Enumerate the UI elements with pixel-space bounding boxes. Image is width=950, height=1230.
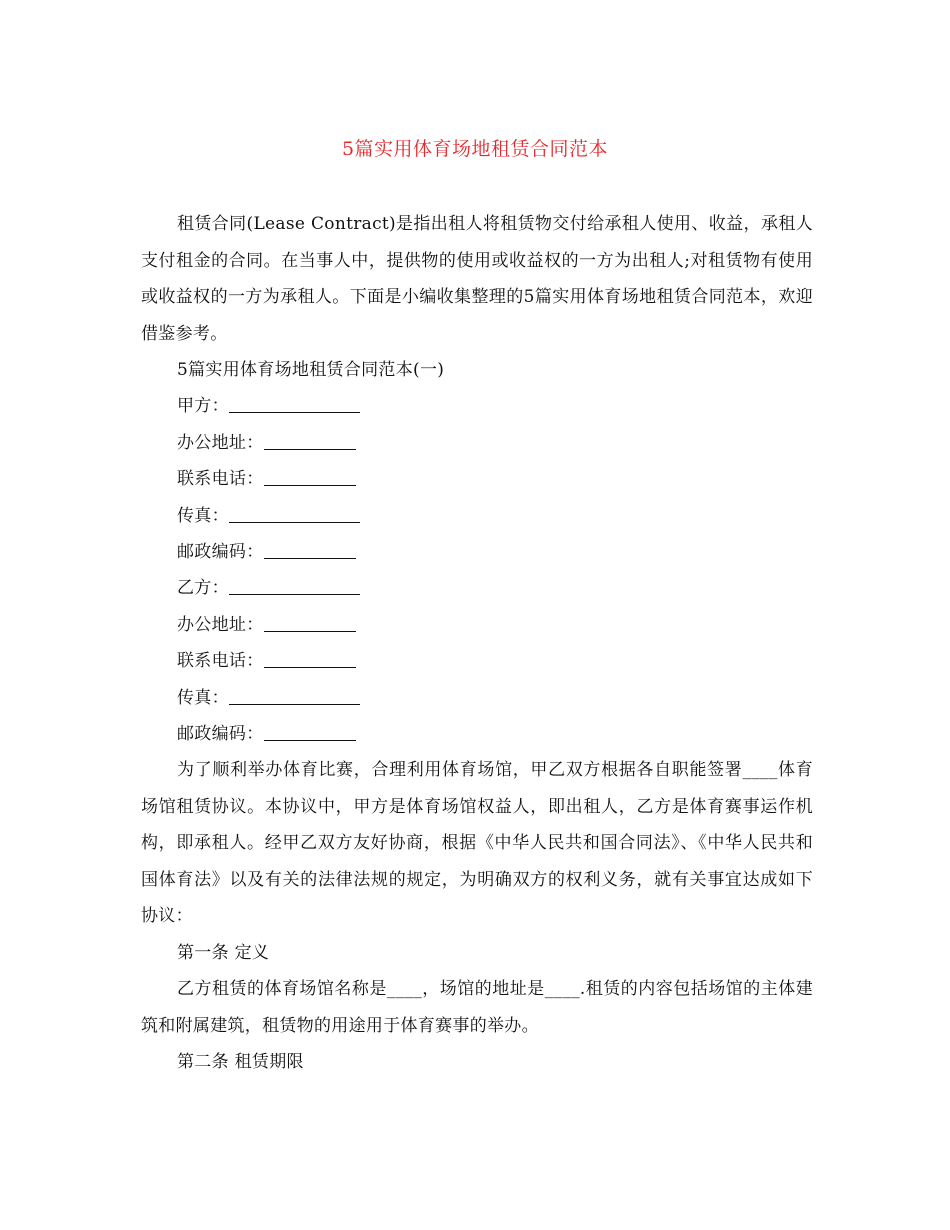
party-a-name-field (141, 388, 813, 424)
party-a-postcode-blank[interactable] (264, 540, 356, 559)
article-2-heading: 第二条 租赁期限 (177, 1052, 304, 1073)
party-b-address-label: 办公地址： (177, 614, 264, 635)
intro-paragraph: 租赁合同(Lease Contract)是指出租人将租赁物交付给承租人使用、收益，承租人支付租金的合同。在当事人中，提供物的使用或收益权的一方为出租人;对租赁物有使用或收益权的一方为承租人。下面是小编收集整理的5篇实用体育场地租赁合同范本，欢迎借鉴参考。 (141, 214, 813, 344)
party-b-name-field (141, 570, 813, 606)
party-b-postcode-label: 邮政编码： (177, 724, 264, 745)
party-b-phone-field (141, 643, 813, 679)
party-a-phone-blank[interactable] (264, 467, 356, 486)
party-a-fax-field (141, 498, 813, 534)
document-title: 5篇实用体育场地租赁合同范本 (341, 138, 609, 160)
party-b-phone-label: 联系电话： (177, 651, 264, 672)
party-b-name-label: 乙方： (177, 578, 229, 599)
party-b-postcode-field (141, 716, 813, 752)
party-b-address-field (141, 607, 813, 643)
party-b-block (141, 570, 813, 752)
party-a-fax-blank[interactable] (229, 504, 360, 523)
party-a-name-blank[interactable] (229, 394, 360, 413)
party-b-name-blank[interactable] (229, 576, 360, 595)
section-heading: 5篇实用体育场地租赁合同范本(一) (177, 360, 445, 380)
party-a-postcode-label: 邮政编码： (177, 542, 264, 563)
party-a-postcode-field (141, 534, 813, 570)
party-b-fax-field (141, 680, 813, 716)
party-b-postcode-blank[interactable] (264, 722, 356, 741)
party-a-name-label: 甲方： (177, 396, 229, 417)
party-a-fax-label: 传真： (177, 505, 229, 526)
party-a-address-blank[interactable] (264, 431, 356, 450)
party-b-fax-blank[interactable] (229, 686, 360, 705)
party-a-address-label: 办公地址： (177, 432, 264, 453)
party-a-address-field (141, 425, 813, 461)
party-a-phone-label: 联系电话： (177, 469, 264, 490)
preamble-paragraph: 为了顺利举办体育比赛，合理利用体育场馆，甲乙双方根据各自职能签署____体育场馆租赁协议。本协议中，甲方是体育场馆权益人，即出租人，乙方是体育赛事运作机构，即承租人。经甲乙双方友好协商，根据《中华人民共和国合同法》、《中华人民共和国体育法》以及有关的法律法规的规定，为明确双方的权利义务，就有关事宜达成如下协议： (141, 760, 813, 927)
party-b-address-blank[interactable] (264, 613, 356, 632)
party-b-fax-label: 传真： (177, 687, 229, 708)
party-a-block (141, 388, 813, 570)
party-b-phone-blank[interactable] (264, 649, 356, 668)
party-a-phone-field (141, 461, 813, 497)
document-body (141, 206, 813, 1081)
article-1-body: 乙方租赁的体育场馆名称是____，场馆的地址是____.租赁的内容包括场馆的主体建筑和附属建筑，租赁物的用途用于体育赛事的举办。 (141, 979, 813, 1036)
article-1-heading: 第一条 定义 (177, 942, 270, 963)
